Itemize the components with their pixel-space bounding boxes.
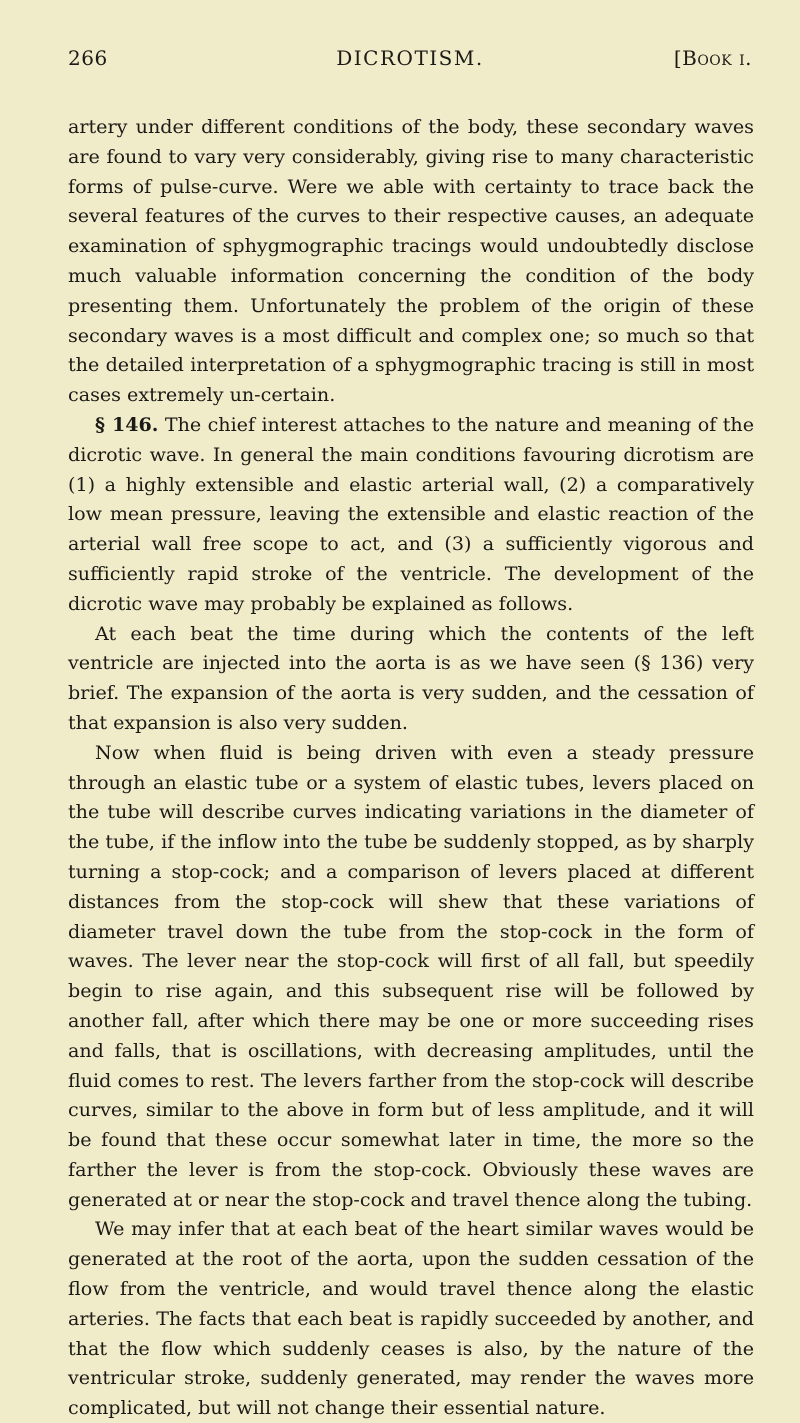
paragraph-text: The chief interest attaches to the nature and meaning of the dicrotic wave. In general the main conditions favouring dicrotism are (1) a highly extensible and elastic arterial wall, (2) a comparatively low mean pressure, leaving the extensible and elastic reaction of the arterial wall free scope to act, and (3) a sufficiently vigorous and sufficiently rapid stroke of the ventricle. The development of the dicrotic wave may probably be explained as follows. xyxy=(68,412,755,615)
body-text xyxy=(68,112,754,1423)
book-label: [Book i. xyxy=(673,46,752,70)
page-number: 266 xyxy=(68,46,108,70)
chapter-title: DICROTISM. xyxy=(336,46,484,70)
paragraph xyxy=(68,738,754,1215)
paragraph-text: artery under different conditions of the body, these secondary waves are found to vary very considerably, giving rise to many characteristic forms of pulse-curve. Were we able with certainty to trace back the several features of the curves to their respective causes, an adequate examination of sphygmographic tracings would undoubtedly disclose much valuable information concerning the condition of the body presenting them. Unfortunately the problem of the origin of these secondary waves is a most difficult and complex one; so much so that the detailed interpretation of a sphygmographic tracing is still in most cases extremely un-certain. xyxy=(68,115,754,407)
paragraph-text: We may infer that at each beat of the heart similar waves would be generated at the root of the aorta, upon the sudden cessation of the flow from the ventricle, and would travel thence along the elastic arteries. The facts that each beat is rapidly succeeded by another, and that the flow which suddenly ceases is also, by the nature of the ventricular stroke, suddenly generated, may render the waves more complicated, but will not change their essential nature. xyxy=(68,1217,754,1420)
section-marker: § 146. xyxy=(95,412,159,436)
paragraph-section-146 xyxy=(68,410,754,619)
paragraph-text: Now when fluid is being driven with even a steady pressure through an elastic tube or a system of elastic tubes, levers placed on the tube will describe curves indicating variations in the diameter of the tube, if the inflow into the tube be suddenly stopped, as by sharply turning a stop-cock; and a comparison of levers placed at different distances from the stop-cock will shew that these variations of diameter travel down the tube from the stop-cock in the form of waves. The lever near the stop-cock will first of all fall, but speedily begin to rise again, and this subsequent rise will be followed by another fall, after which there may be one or more succeeding rises and falls, that is oscillations, with decreasing amplitudes, until the fluid comes to rest. The levers farther from the stop-cock will describe curves, similar to the above in form but of less amplitude, and it will be found that these occur somewhat later in time, the more so the farther the lever is from the stop-cock. Obviously these waves are generated at or near the stop-cock and travel thence along the tubing. xyxy=(68,740,754,1211)
paragraph xyxy=(68,1214,754,1423)
paragraph xyxy=(68,619,754,738)
paragraph-text: At each beat the time during which the contents of the left ventricle are injected into the aorta is as we have seen (§ 136) very brief. The expansion of the aorta is very sudden, and the cessation of that expansion is also very sudden. xyxy=(68,621,754,734)
paragraph-continued xyxy=(68,112,754,410)
running-head xyxy=(68,46,752,78)
